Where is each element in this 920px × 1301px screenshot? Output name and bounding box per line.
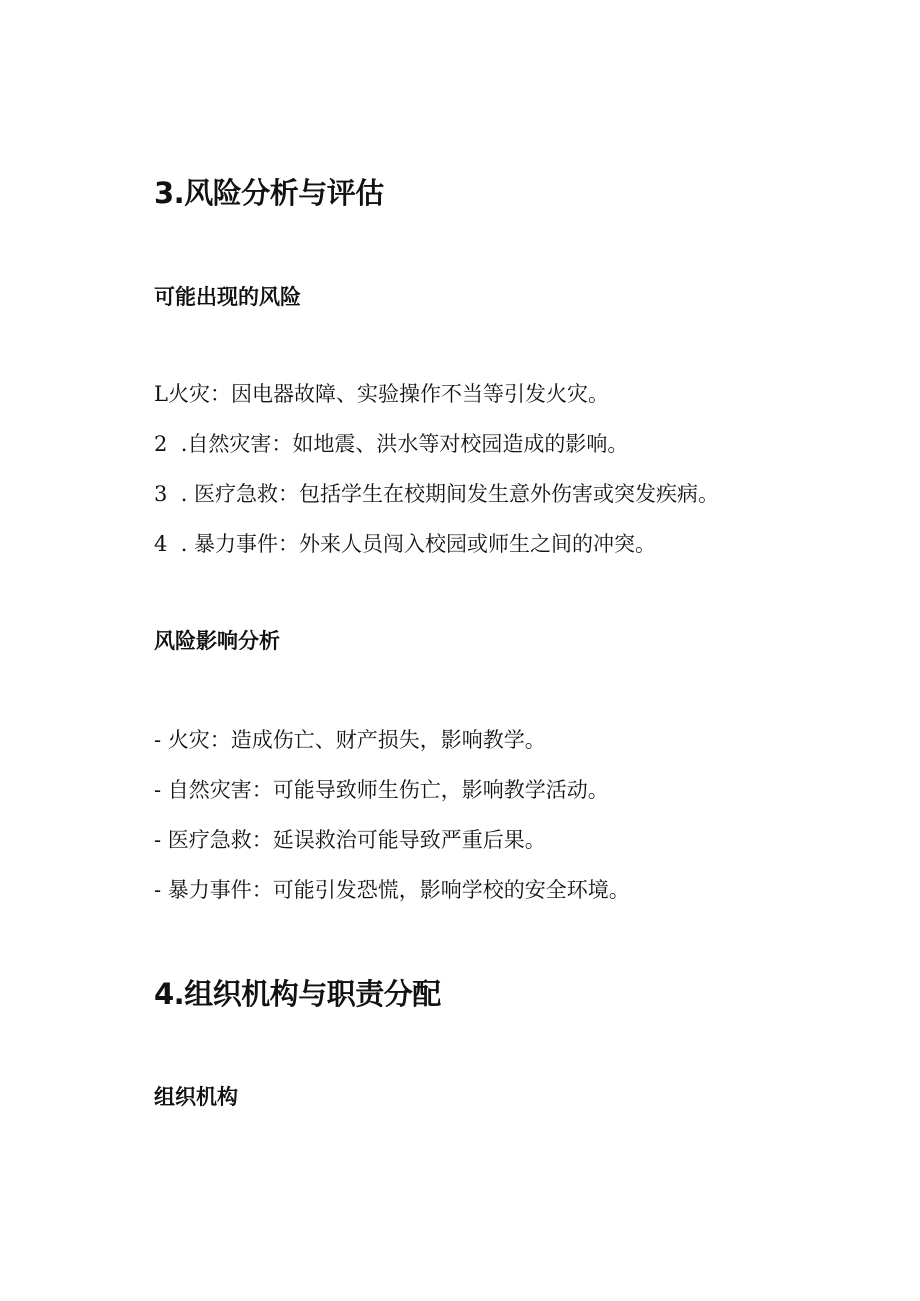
impact-analysis-heading: 风险影响分析 <box>154 629 280 653</box>
risk-item-medical-emergency: 3 . 医疗急救：包括学生在校期间发生意外伤害或突发疾病。 <box>154 482 720 506</box>
risk-item-violence: 4 . 暴力事件：外来人员闯入校园或师生之间的冲突。 <box>154 532 657 556</box>
organization-heading: 组织机构 <box>154 1085 238 1109</box>
possible-risks-heading: 可能出现的风险 <box>154 285 301 309</box>
impact-item-fire: - 火灾：造成伤亡、财产损失，影响教学。 <box>154 728 546 752</box>
impact-item-natural-disaster: - 自然灾害：可能导致师生伤亡，影响教学活动。 <box>154 778 609 802</box>
section-3-title: 3.风险分析与评估 <box>154 176 384 210</box>
risk-item-natural-disaster: 2 .自然灾害：如地震、洪水等对校园造成的影响。 <box>154 432 629 456</box>
section-4-title: 4.组织机构与职责分配 <box>154 977 441 1011</box>
risk-item-fire: L火灾：因电器故障、实验操作不当等引发火灾。 <box>154 382 609 406</box>
impact-item-medical-emergency: - 医疗急救：延误救治可能导致严重后果。 <box>154 828 546 852</box>
impact-item-violence: - 暴力事件：可能引发恐慌，影响学校的安全环境。 <box>154 878 630 902</box>
